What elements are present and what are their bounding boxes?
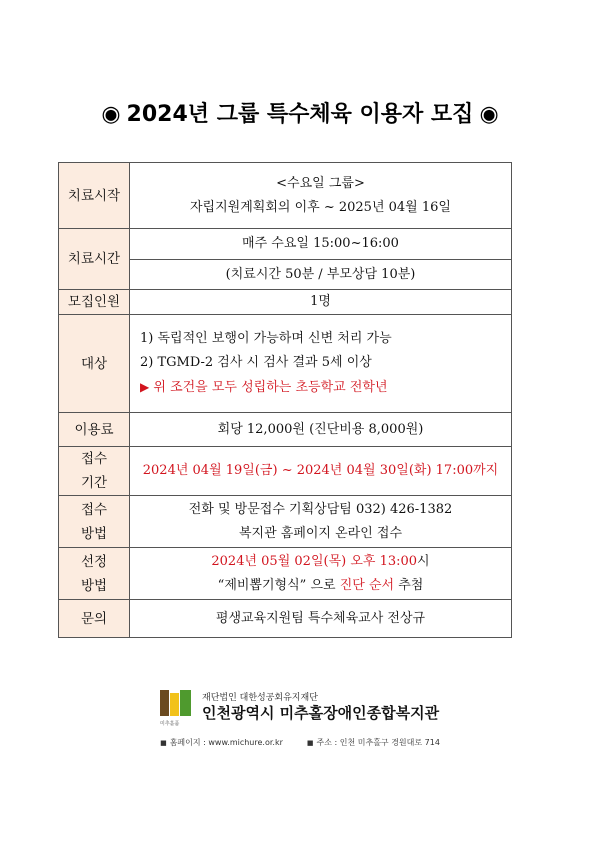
label-fee: 이용료 [59,413,130,447]
value-target [130,315,512,413]
org-foundation: 재단법인 대한성공회유지재단 [202,693,318,703]
label-period-2: 기간 [80,475,108,491]
label-time: 치료시간 [59,229,130,290]
time-line2: (치료시간 50분 / 부모상담 10분) [130,260,512,290]
target-note-text: 위 조건을 모두 성립하는 초등학교 전학년 [153,380,388,395]
row-method [59,496,512,548]
title-text: 2024년 그룹 특수체육 이용자 모집 [126,102,474,127]
selection-date: 2024년 05월 02일(목) 오후 13:00 [211,553,418,569]
selection-method-a: “제비뽑기형식” 으로 [217,577,340,593]
value-period: 2024년 04월 19일(금) ~ 2024년 04월 30일(화) 17:00까지 [130,447,512,496]
triangle-right-icon: ▶ [140,380,150,394]
target-item2: 2) TGMD-2 검사 시 검사 결과 5세 이상 [140,355,372,370]
selection-method-b: 추첨 [394,577,424,593]
value-inquiry: 평생교육지원팀 특수체육교사 전상규 [130,600,512,638]
row-recruit [59,290,512,315]
label-method-1: 접수 [80,501,108,518]
label-recruit: 모집인원 [59,290,130,315]
label-method [59,496,130,548]
row-time-1 [59,229,512,260]
selection-line2 [130,574,511,598]
label-method-2: 방법 [80,525,108,542]
label-selection-1: 선정 [80,553,108,570]
org-name: 인천광역시 미추홀장애인종합복지관 [202,704,440,722]
value-fee: 회당 12,000원 (진단비용 8,000원) [130,413,512,447]
selection-date-tail: 시 [417,553,430,569]
homepage-text: 홈페이지 : www.michure.or.kr [169,738,283,747]
square-bullet-icon: ■ [306,739,314,747]
logo-subtext: 미추홀품 [160,721,180,727]
method-line1: 전화 및 방문접수 기획상담팀 032) 426-1382 [188,501,453,517]
row-inquiry [59,600,512,638]
label-period [59,447,130,496]
method-line2: 복지관 홈페이지 온라인 접수 [238,525,403,541]
value-start [130,163,512,229]
title-bullet-right: ◉ [479,102,499,127]
label-period-1: 접수 [80,451,108,467]
selection-method-red: 진단 순서 [339,577,395,593]
label-inquiry: 문의 [59,600,130,638]
target-note [140,375,511,400]
address-text: 주소 : 인천 미추홀구 경원대로 714 [316,738,440,747]
value-selection [130,548,512,600]
page-title [0,97,600,128]
square-bullet-icon: ■ [160,739,167,747]
selection-line1 [130,550,511,574]
row-fee [59,413,512,447]
target-item1: 1) 독립적인 보행이 가능하며 신변 처리 가능 [140,331,392,346]
info-table [58,162,512,638]
label-target: 대상 [59,315,130,413]
org-logo-block [160,690,450,726]
title-bullet-left: ◉ [101,102,121,127]
row-period [59,447,512,496]
label-selection [59,548,130,600]
time-line1: 매주 수요일 15:00~16:00 [130,229,512,260]
label-selection-2: 방법 [80,577,108,594]
row-start [59,163,512,229]
row-selection [59,548,512,600]
row-target [59,315,512,413]
org-logo-icon [160,690,192,720]
start-line1: <수요일 그룹> [276,175,365,191]
value-recruit: 1명 [130,290,512,315]
contact-line [0,737,600,748]
start-line2: 자립지원계획회의 이후 ~ 2025년 04월 16일 [190,199,451,215]
label-start: 치료시작 [59,163,130,229]
value-method [130,496,512,548]
